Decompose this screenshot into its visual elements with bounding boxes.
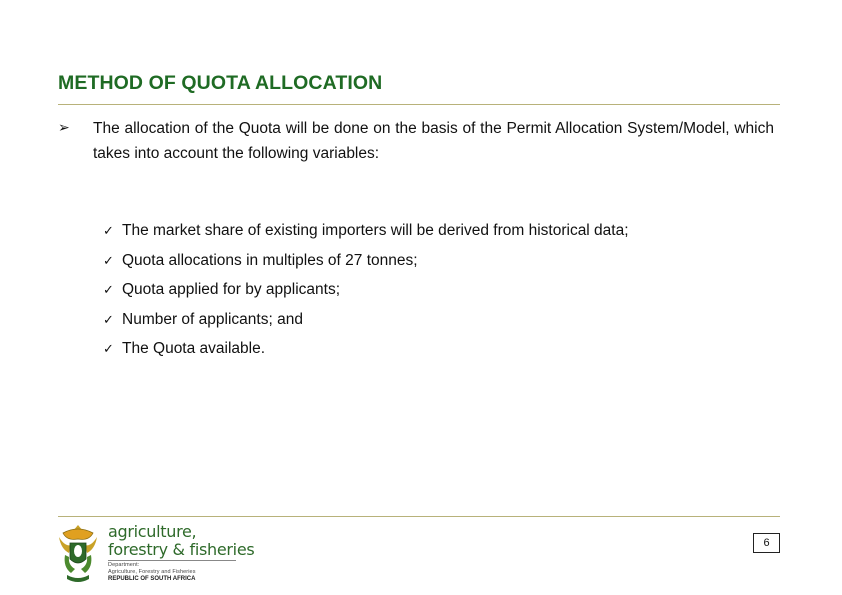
checkmark-icon: ✓ xyxy=(103,223,114,238)
checkmark-icon: ✓ xyxy=(103,341,114,356)
variable-text: The market share of existing importers will be derived from historical data; xyxy=(122,222,629,239)
intro-paragraph: The allocation of the Quota will be done on the basis of the Permit Allocation System/Model, which takes into account the following variables: xyxy=(93,120,774,162)
list-item xyxy=(103,246,629,276)
department-logo xyxy=(55,523,255,589)
page-number: 6 xyxy=(753,533,780,553)
list-item xyxy=(103,275,629,305)
slide-title: METHOD OF QUOTA ALLOCATION xyxy=(58,72,383,94)
variable-text: Quota allocations in multiples of 27 tonnes; xyxy=(122,251,418,269)
list-item xyxy=(103,305,629,335)
logo-divider xyxy=(108,560,236,561)
checkmark-icon: ✓ xyxy=(103,282,114,297)
arrow-bullet-icon: ➢ xyxy=(58,119,70,135)
checkmark-icon: ✓ xyxy=(103,252,114,268)
variables-list xyxy=(103,216,629,364)
department-name: agriculture, forestry & fisheries xyxy=(108,522,255,559)
variable-text: The Quota available. xyxy=(122,340,266,357)
department-subtitle: Department: Agriculture, Forestry and Fisheries xyxy=(108,562,196,575)
list-item xyxy=(103,216,629,246)
republic-label: REPUBLIC OF SOUTH AFRICA xyxy=(108,576,196,582)
title-divider xyxy=(58,104,780,105)
footer-divider xyxy=(58,516,780,517)
variable-text: Quota applied for by applicants; xyxy=(122,281,340,298)
list-item xyxy=(103,334,629,364)
coat-of-arms-icon xyxy=(55,523,101,585)
variable-text: Number of applicants; and xyxy=(122,310,303,328)
checkmark-icon: ✓ xyxy=(103,311,114,327)
